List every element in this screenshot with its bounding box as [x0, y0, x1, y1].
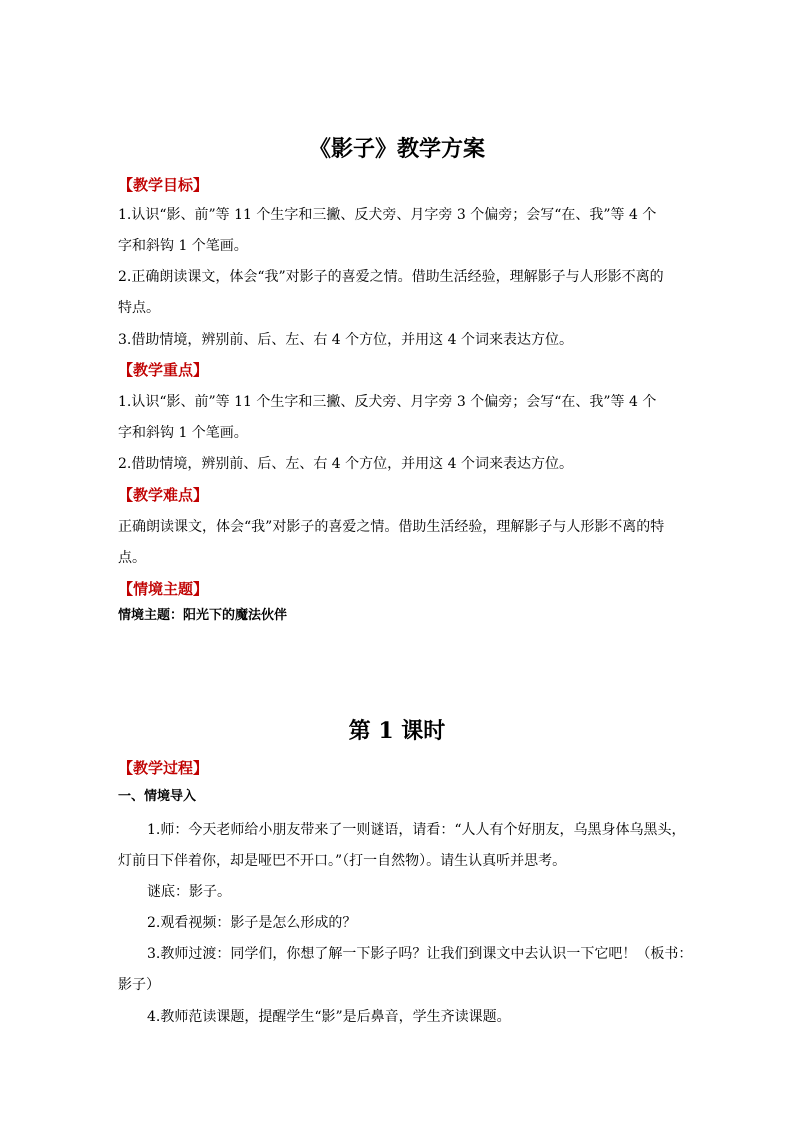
difficulties-heading: 【教学难点】: [118, 486, 209, 504]
theme-heading: 【情境主题】: [118, 580, 209, 598]
lesson-title: 第 1 课时: [348, 718, 446, 744]
key-points-line-2: 字和斜钩 1 个笔画。: [118, 425, 248, 441]
goals-heading: 【教学目标】: [118, 176, 209, 194]
lesson-line-2: 灯前日下伴着你，却是哑巴不开口。”（打一自然物）。请生认真听并思考。: [118, 853, 567, 869]
goals-line-1: 1.认识“影、前”等 11 个生字和三撇、反犬旁、月字旁 3 个偏旁；会写“在、我”等 4 个: [118, 207, 657, 223]
goals-line-2: 字和斜钩 1 个笔画。: [118, 238, 248, 254]
difficulties-line-1: 正确朗读课文，体会“我”对影子的喜爱之情。借助生活经验，理解影子与人形影不离的特: [118, 519, 665, 535]
theme-text: 情境主题：阳光下的魔法伙伴: [118, 608, 288, 623]
difficulties-line-2: 点。: [118, 550, 146, 566]
lesson-line-6: 影子）: [118, 977, 160, 993]
document-title: 《影子》教学方案: [308, 136, 485, 162]
goals-line-3: 2.正确朗读课文，体会“我”对影子的喜爱之情。借助生活经验，理解影子与人形影不离的: [118, 269, 664, 285]
section-title: 一、情境导入: [118, 789, 197, 804]
lesson-line-1: 1.师：今天老师给小朋友带来了一则谜语，请看：“人人有个好朋友，乌黑身体乌黑头，: [147, 822, 686, 838]
goals-line-4: 特点。: [118, 300, 160, 316]
key-points-line-1: 1.认识“影、前”等 11 个生字和三撇、反犬旁、月字旁 3 个偏旁；会写“在、我”等 4 个: [118, 394, 657, 410]
key-points-heading: 【教学重点】: [118, 361, 209, 379]
key-points-line-3: 2.借助情境，辨别前、后、左、右 4 个方位，并用这 4 个词来表达方位。: [118, 456, 573, 472]
process-heading: 【教学过程】: [118, 759, 209, 777]
lesson-line-7: 4.教师范读课题，提醒学生“影”是后鼻音，学生齐读课题。: [147, 1009, 511, 1025]
goals-line-5: 3.借助情境，辨别前、后、左、右 4 个方位，并用这 4 个词来表达方位。: [118, 332, 573, 348]
lesson-line-3: 谜底：影子。: [147, 884, 231, 900]
lesson-line-5: 3.教师过渡：同学们，你想了解一下影子吗？让我们到课文中去认识一下它吧！（板书：: [147, 946, 693, 962]
lesson-line-4: 2.观看视频：影子是怎么形成的？: [147, 915, 357, 931]
